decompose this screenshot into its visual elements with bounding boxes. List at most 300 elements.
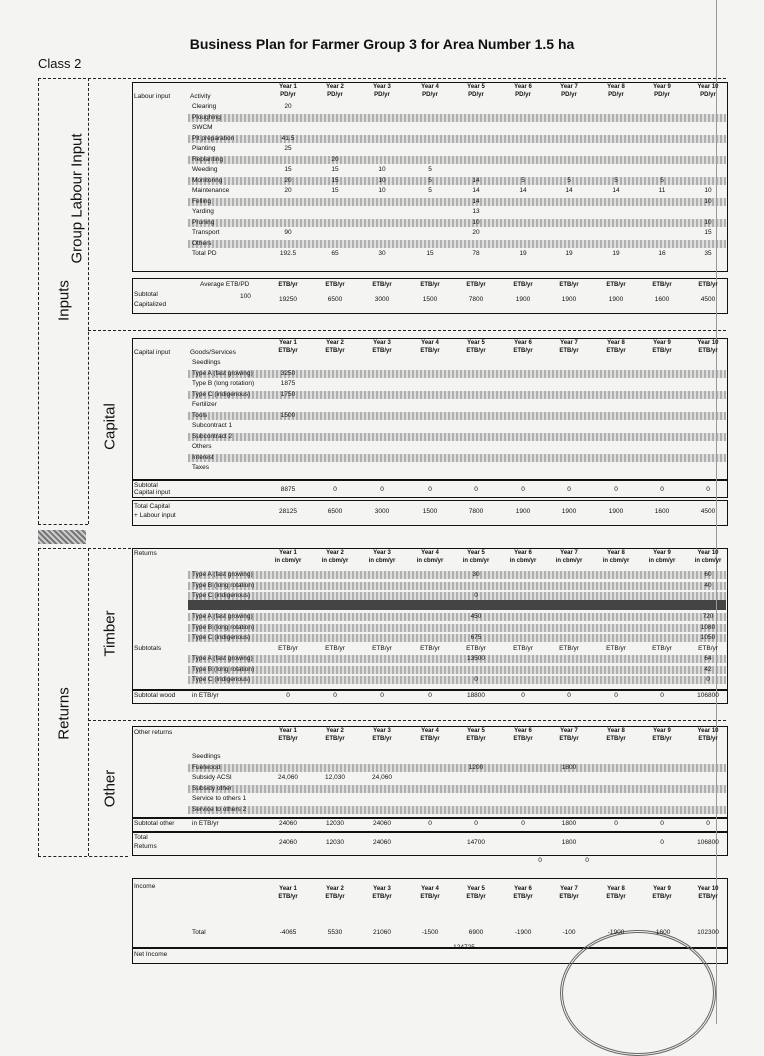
timber-subtotal-cell: 106800	[697, 692, 719, 699]
labour-subtotal-cell: 1900	[515, 296, 531, 303]
labour-unit-header: PD/yr	[280, 92, 296, 98]
labour-cell: 20	[284, 103, 292, 110]
other-unit-header: ETB/yr	[559, 736, 579, 742]
labour-cell: 5	[567, 176, 571, 184]
labour-subtotal-cell: 1500	[422, 296, 438, 303]
income-unit-header: ETB/yr	[466, 894, 486, 900]
timber-cell: ETB/yr	[606, 644, 626, 652]
capital-label: Capital	[101, 403, 119, 450]
capital-subtotal-label2: Capital input	[134, 489, 171, 496]
total-returns-box	[132, 832, 728, 856]
group-labour-label: Group Labour Input	[68, 133, 86, 264]
inputs-frame-top	[38, 78, 726, 79]
income-year-header: Year 9	[653, 886, 671, 892]
timber-item-label: Type A (fast growing)	[192, 613, 253, 620]
labour-cell: 10	[378, 176, 386, 184]
other-unit-header: ETB/yr	[278, 736, 298, 742]
timber-year-header: Year 2	[326, 550, 344, 556]
capital-cell: 1875	[280, 380, 296, 387]
timber-unit-header: in cbm/yr	[555, 558, 583, 564]
other-label: Other	[101, 769, 119, 808]
timber-subtotal-cell: 0	[380, 692, 384, 699]
other-item-label: Service to others 2	[192, 805, 247, 813]
timber-subtotal-cell: 0	[428, 692, 432, 699]
labour-subtotal-unit: ETB/yr	[513, 282, 533, 288]
labour-cell: 10	[472, 218, 480, 226]
labour-unit-header: PD/yr	[327, 92, 343, 98]
timber-item-label: Type C (indigenous)	[192, 634, 251, 641]
capital-total-cell: 1900	[608, 508, 624, 515]
income-unit-header: ETB/yr	[559, 894, 579, 900]
labour-cell: 15	[704, 229, 712, 236]
capital-unit-header: ETB/yr	[513, 348, 533, 354]
labour-year-header: Year 10	[697, 84, 719, 90]
returns-frame-left	[38, 548, 39, 856]
capital-item-label: Interest	[192, 453, 214, 461]
total-returns-extra: 0	[585, 857, 589, 864]
other-year-header: Year 4	[421, 728, 439, 734]
other-unit-header: ETB/yr	[466, 736, 486, 742]
timber-row-stripe	[188, 582, 726, 590]
labour-unit-header: PD/yr	[654, 92, 670, 98]
income-year-header: Year 8	[607, 886, 625, 892]
timber-unit-header: in cbm/yr	[462, 558, 490, 564]
timber-year-header: Year 6	[514, 550, 532, 556]
capital-row-stripe	[188, 433, 726, 441]
timber-item-label: Type B (long rotation)	[192, 623, 255, 631]
other-year-header: Year 8	[607, 728, 625, 734]
other-unit-header: ETB/yr	[420, 736, 440, 742]
capital-unit-header: ETB/yr	[420, 348, 440, 354]
labour-cell: 14	[565, 187, 573, 194]
timber-year-header: Year 4	[421, 550, 439, 556]
capital-unit-header: ETB/yr	[652, 348, 672, 354]
income-total-cell: -4065	[279, 929, 297, 936]
other-year-header: Year 10	[697, 728, 719, 734]
capital-subtotal-label: Subtotal	[134, 482, 158, 489]
labour-capitalized-label: Capitalized	[134, 301, 167, 308]
other-subtotal-cell: 24060	[278, 820, 298, 827]
other-subtotal-cell: 12030	[325, 820, 345, 827]
other-subtotal-cell: 24060	[372, 820, 392, 827]
income-unit-header: ETB/yr	[513, 894, 533, 900]
labour-cell: 78	[472, 250, 480, 257]
capital-col1-header: Capital input	[134, 349, 171, 356]
capital-total-cell: 1500	[422, 508, 438, 515]
capital-item-label: Seedlings	[192, 359, 221, 366]
income-year-header: Year 10	[697, 886, 719, 892]
capital-year-header: Year 3	[373, 340, 391, 346]
capital-total-label: Total Capital	[134, 503, 170, 510]
labour-cell: 10	[704, 197, 712, 205]
section-marker	[38, 530, 86, 544]
labour-row-stripe	[188, 156, 726, 164]
other-subtotal-cell: 0	[428, 820, 432, 827]
other-year-header: Year 7	[560, 728, 578, 734]
labour-cell: 5	[428, 176, 432, 184]
timber-subtotal-label: Subtotal wood	[134, 692, 176, 699]
timber-unit-header: in cbm/yr	[416, 558, 444, 564]
labour-subtotal-cell: 6500	[327, 296, 343, 303]
capital-unit-header: ETB/yr	[325, 348, 345, 354]
capital-subtotal-cell: 8875	[280, 486, 296, 493]
returns-frame-inner	[88, 548, 89, 856]
labour-subtotal-unit: ETB/yr	[466, 282, 486, 288]
timber-unit-header: in cbm/yr	[368, 558, 396, 564]
capital-subtotal-cell: 0	[521, 486, 525, 493]
timber-unit-header: in cbm/yr	[602, 558, 630, 564]
labour-cell: 15	[331, 166, 339, 173]
capital-item-label: Subcontract 2	[192, 432, 233, 440]
inputs-frame-bottom	[38, 524, 88, 525]
income-total-cell: 21060	[372, 929, 392, 936]
capital-item-label: Others	[192, 443, 212, 450]
income-unit-header: ETB/yr	[278, 894, 298, 900]
timber-cell: 13500	[466, 655, 486, 662]
official-stamp	[560, 930, 716, 1056]
total-returns-cell: 106800	[697, 839, 719, 846]
capital-total-cell: 1600	[654, 508, 670, 515]
labour-activity-label: Clearing	[192, 103, 217, 110]
labour-subtotal-cell: 7800	[468, 296, 484, 303]
timber-cell: 42	[704, 665, 712, 673]
labour-cell: 25	[284, 145, 292, 152]
other-year-header: Year 2	[326, 728, 344, 734]
labour-activity-label: Weeding	[192, 166, 218, 173]
capital-item-label: Type A (fast growing)	[192, 369, 253, 377]
capital-year-header: Year 7	[560, 340, 578, 346]
capital-row-stripe	[188, 454, 726, 462]
inputs-label: Inputs	[55, 280, 73, 321]
labour-cell: 14	[472, 187, 480, 194]
labour-year-header: Year 4	[421, 84, 439, 90]
labour-cell: 35	[704, 250, 712, 257]
labour-cell: 16	[658, 250, 666, 257]
timber-dark-band	[188, 600, 726, 610]
timber-unit-header: in cbm/yr	[274, 558, 302, 564]
capital-unit-header: ETB/yr	[466, 348, 486, 354]
other-year-header: Year 3	[373, 728, 391, 734]
timber-year-header: Year 10	[697, 550, 719, 556]
returns-frame-bottom	[38, 856, 128, 857]
other-item-label: Subsidy other	[192, 784, 232, 792]
income-total-cell: -1600	[653, 929, 671, 936]
timber-unit-header: in cbm/yr	[694, 558, 722, 564]
other-year-header: Year 6	[514, 728, 532, 734]
timber-subtotal-cell: 0	[521, 692, 525, 699]
capital-year-header: Year 10	[697, 340, 719, 346]
timber-unit-header: in cbm/yr	[648, 558, 676, 564]
labour-subtotal-cell: 1900	[608, 296, 624, 303]
labour-year-header: Year 1	[279, 84, 297, 90]
capital-year-header: Year 8	[607, 340, 625, 346]
labour-subtotal-unit: ETB/yr	[698, 282, 718, 288]
capital-total-cell: 6500	[327, 508, 343, 515]
timber-cell: ETB/yr	[466, 644, 486, 652]
capital-total-cell: 4500	[700, 508, 716, 515]
labour-year-header: Year 5	[467, 84, 485, 90]
labour-subtotal-unit: ETB/yr	[420, 282, 440, 288]
other-cell: 1200	[468, 763, 484, 771]
timber-row-stripe	[188, 666, 726, 674]
other-unit-header: ETB/yr	[606, 736, 626, 742]
labour-subtotal-unit: ETB/yr	[559, 282, 579, 288]
labour-subtotal-cell: 4500	[700, 296, 716, 303]
timber-label: Timber	[101, 610, 119, 657]
capital-year-header: Year 6	[514, 340, 532, 346]
other-cell: 24,060	[372, 774, 392, 781]
labour-activity-label: Ploughing	[192, 113, 221, 121]
labour-unit-header: PD/yr	[374, 92, 390, 98]
labour-subtotal-cell: 1600	[654, 296, 670, 303]
labour-cell: 14	[472, 176, 480, 184]
other-subtotal-cell: 0	[521, 820, 525, 827]
capital-year-header: Year 5	[467, 340, 485, 346]
timber-row-stripe	[188, 624, 726, 632]
income-year-header: Year 4	[421, 886, 439, 892]
other-row-stripe	[188, 785, 726, 793]
income-year-header: Year 6	[514, 886, 532, 892]
timber-item-label: Subtotals	[134, 644, 162, 652]
total-returns-cell: 24060	[372, 839, 392, 846]
timber-cell: 675	[470, 634, 482, 641]
capital-item-label: Type B (long rotation)	[192, 380, 255, 387]
other-subtotal-cell: 0	[474, 820, 478, 827]
capital-cell: 3250	[280, 369, 296, 377]
capital-total-cell: 3000	[374, 508, 390, 515]
capital-unit-header: ETB/yr	[606, 348, 626, 354]
labour-cell: 5	[428, 187, 432, 194]
labour-subtotal-unit: ETB/yr	[278, 282, 298, 288]
capital-total-cell: 7800	[468, 508, 484, 515]
timber-cell: ETB/yr	[559, 644, 579, 652]
other-subtotal-unit: in ETB/yr	[192, 820, 219, 827]
labour-cell: 14	[472, 197, 480, 205]
labour-cell: 5	[660, 176, 664, 184]
inputs-frame-left	[38, 78, 39, 524]
capital-unit-header: ETB/yr	[698, 348, 718, 354]
timber-cell: 1050	[700, 634, 716, 641]
labour-cell: 5	[428, 166, 432, 173]
capital-item-label: Type C (indigenous)	[192, 390, 251, 398]
timber-unit-header: in cbm/yr	[509, 558, 537, 564]
capital-unit-header: ETB/yr	[278, 348, 298, 354]
capital-subtotal-cell: 0	[380, 486, 384, 493]
labour-cell: 65	[331, 250, 339, 257]
labour-cell: 13	[472, 208, 480, 215]
labour-col1-header: Labour input	[134, 93, 171, 100]
labour-year-header: Year 2	[326, 84, 344, 90]
income-unit-header: ETB/yr	[606, 894, 626, 900]
labour-year-header: Year 3	[373, 84, 391, 90]
other-cell: 12,030	[325, 774, 345, 781]
timber-subtotal-cell: 18800	[466, 692, 486, 699]
other-item-label: Service to others 1	[192, 795, 247, 802]
income-year-header: Year 3	[373, 886, 391, 892]
timber-cell: ETB/yr	[278, 644, 298, 652]
labour-cell: 15	[331, 187, 339, 194]
timber-cell: 1080	[700, 623, 716, 631]
timber-item-label: Type C (indigenous)	[192, 592, 251, 599]
income-unit-header: ETB/yr	[698, 894, 718, 900]
timber-cell: ETB/yr	[652, 644, 672, 652]
capital-item-label: Tools	[192, 411, 208, 419]
timber-subtotal-cell: 0	[286, 692, 290, 699]
labour-unit-header: PD/yr	[608, 92, 624, 98]
timber-cell: 0	[706, 676, 710, 683]
timber-year-header: Year 5	[467, 550, 485, 556]
capital-subtotal-cell: 0	[660, 486, 664, 493]
income-total-cell: -100	[562, 929, 576, 936]
timber-unit-header: in cbm/yr	[321, 558, 349, 564]
other-subtotal-cell: 1800	[561, 820, 577, 827]
labour-cell: 10	[378, 187, 386, 194]
labour-row-stripe	[188, 240, 726, 248]
labour-activity-label: Pit preparation	[192, 134, 235, 142]
timber-year-header: Year 7	[560, 550, 578, 556]
total-returns-label2: Returns	[134, 843, 157, 850]
timber-subtotal-unit: in ETB/yr	[192, 692, 219, 699]
other-unit-header: ETB/yr	[513, 736, 533, 742]
labour-cell: 19	[612, 250, 620, 257]
income-total-cell: -1500	[421, 929, 439, 936]
capital-year-header: Year 4	[421, 340, 439, 346]
other-subtotal-cell: 0	[706, 820, 710, 827]
labour-unit-header: PD/yr	[561, 92, 577, 98]
income-year-header: Year 5	[467, 886, 485, 892]
timber-year-header: Year 1	[279, 550, 297, 556]
capital-subtotal-cell: 0	[333, 486, 337, 493]
other-year-header: Year 1	[279, 728, 297, 734]
income-year-header: Year 1	[279, 886, 297, 892]
total-returns-cell: 12030	[325, 839, 345, 846]
labour-activity-label: Transport	[192, 229, 220, 236]
labour-unit-header: PD/yr	[468, 92, 484, 98]
timber-other-divider	[88, 720, 726, 721]
labour-cell: 20	[284, 176, 292, 184]
capital-item-label: Taxes	[192, 464, 209, 471]
capital-total-cell: 1900	[561, 508, 577, 515]
labour-unit-header: PD/yr	[515, 92, 531, 98]
other-subtotal-cell: 0	[614, 820, 618, 827]
labour-activity-label: Pruning	[192, 218, 215, 226]
other-unit-header: ETB/yr	[698, 736, 718, 742]
labour-activity-label: Replanting	[192, 155, 224, 163]
timber-cell: 64	[704, 655, 712, 662]
labour-activity-label: Planting	[192, 145, 216, 152]
income-unit-header: ETB/yr	[652, 894, 672, 900]
labour-avg-value: 100	[240, 293, 251, 300]
labour-cell: 20	[331, 155, 339, 163]
labour-cell: 14	[612, 187, 620, 194]
timber-cell: ETB/yr	[513, 644, 533, 652]
returns-label: Returns	[55, 687, 73, 740]
timber-item-label: Type B (long rotation)	[192, 665, 255, 673]
income-total-label: Total	[192, 929, 206, 936]
income-unit-header: ETB/yr	[420, 894, 440, 900]
labour-cell: 5	[614, 176, 618, 184]
income-total-cell: -1900	[607, 929, 625, 936]
capital-total-cell: 1900	[515, 508, 531, 515]
timber-subtotal-cell: 0	[660, 692, 664, 699]
capital-subtotal-cell: 0	[567, 486, 571, 493]
labour-cell: 10	[704, 187, 712, 194]
other-item-label: Subsidy ACSI	[192, 774, 232, 781]
labour-cell: 41.5	[281, 134, 295, 142]
timber-cell: 450	[470, 613, 482, 620]
income-total-cell: 5530	[327, 929, 343, 936]
timber-cell: 0	[474, 676, 478, 683]
timber-subtotal-cell: 0	[614, 692, 618, 699]
other-unit-header: ETB/yr	[372, 736, 392, 742]
other-cell: 24,060	[278, 774, 298, 781]
total-returns-cell: 0	[660, 839, 664, 846]
net-income-value: 124725	[453, 944, 475, 951]
labour-capital-divider	[88, 330, 726, 331]
labour-subtotal-label: Subtotal	[134, 291, 158, 298]
labour-activity-label: SWCM	[192, 124, 213, 131]
labour-activity-label: Maintenance	[192, 187, 230, 194]
labour-subtotal-unit: ETB/yr	[372, 282, 392, 288]
income-year-header: Year 7	[560, 886, 578, 892]
labour-cell: 14	[519, 187, 527, 194]
timber-col1-header: Returns	[134, 550, 157, 557]
labour-subtotal-unit: ETB/yr	[325, 282, 345, 288]
other-col1-header: Other returns	[134, 729, 173, 736]
labour-year-header: Year 8	[607, 84, 625, 90]
other-unit-header: ETB/yr	[652, 736, 672, 742]
labour-cell: 10	[378, 166, 386, 173]
labour-cell: 19	[565, 250, 573, 257]
labour-year-header: Year 6	[514, 84, 532, 90]
labour-subtotal-cell: 3000	[374, 296, 390, 303]
other-item-label: Fuelwood	[192, 763, 221, 771]
capital-subtotal-cell: 0	[614, 486, 618, 493]
income-total-cell: 102300	[697, 929, 719, 936]
income-total-cell: 6900	[468, 929, 484, 936]
inputs-frame-inner	[88, 78, 89, 524]
class-label: Class 2	[38, 56, 82, 71]
total-returns-cell: 24060	[278, 839, 298, 846]
timber-year-header: Year 3	[373, 550, 391, 556]
timber-cell: 30	[472, 571, 480, 578]
labour-avg-label: Average ETB/PD	[200, 281, 250, 288]
timber-cell: 60	[704, 571, 712, 578]
capital-year-header: Year 9	[653, 340, 671, 346]
labour-unit-header: PD/yr	[422, 92, 438, 98]
income-year-header: Year 2	[326, 886, 344, 892]
capital-item-label: Fertilizer	[192, 401, 217, 408]
timber-subtotal-cell: 0	[567, 692, 571, 699]
capital-unit-header: ETB/yr	[372, 348, 392, 354]
capital-cell: 1500	[280, 411, 296, 419]
timber-year-header: Year 9	[653, 550, 671, 556]
timber-item-label: Type A (fast growing)	[192, 571, 253, 578]
capital-subtotal-cell: 0	[474, 486, 478, 493]
page-title: Business Plan for Farmer Group 3 for Area Number 1.5 ha	[189, 36, 575, 52]
labour-col2-header: Activity	[190, 93, 211, 100]
timber-cell: ETB/yr	[325, 644, 345, 652]
labour-row-stripe	[188, 114, 726, 122]
labour-subtotal-cell: 19250	[278, 296, 298, 303]
total-returns-extra: 0	[538, 857, 542, 864]
labour-activity-label: Total PD	[192, 250, 217, 257]
capital-subtotal-cell: 0	[706, 486, 710, 493]
labour-unit-header: PD/yr	[700, 92, 716, 98]
net-income-label: Net Income	[134, 951, 168, 958]
other-subtotal-cell: 0	[660, 820, 664, 827]
income-unit-header: ETB/yr	[372, 894, 392, 900]
